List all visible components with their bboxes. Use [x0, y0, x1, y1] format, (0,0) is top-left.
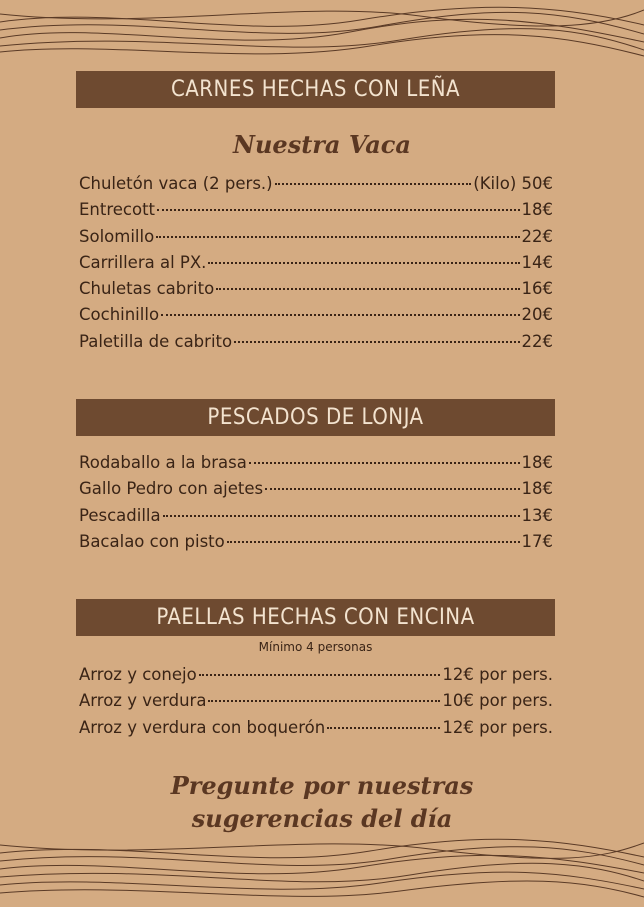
- section-note: Mínimo 4 personas: [258, 640, 373, 654]
- leader-dots: [161, 314, 519, 316]
- item-price: 18€: [521, 479, 553, 499]
- menu-item: [79, 279, 553, 305]
- decorative-waves-top: [0, 0, 644, 70]
- item-name: Arroz y verdura con boquerón: [79, 717, 326, 737]
- item-price: 18€: [521, 200, 553, 220]
- menu-item: [79, 691, 553, 717]
- menu-item: [79, 332, 553, 358]
- item-price: 12€ por pers.: [442, 665, 553, 684]
- section-title: PESCADOS DE LONJA: [207, 405, 424, 430]
- item-name: Entrecott: [79, 200, 156, 220]
- decorative-waves-bottom: [0, 837, 644, 907]
- section-subtitle-nuestra-vaca: Nuestra Vaca: [233, 130, 411, 159]
- item-price: 12€ por pers.: [442, 717, 553, 737]
- item-name: Paletilla de cabrito: [79, 331, 233, 351]
- menu-item: [79, 718, 553, 744]
- item-name: Gallo Pedro con ajetes: [79, 479, 264, 499]
- item-price: 14€: [521, 252, 553, 272]
- item-name: Cochinillo: [79, 305, 160, 325]
- section-header-carnes: [76, 71, 555, 108]
- item-name: Rodaballo a la brasa: [79, 453, 247, 472]
- leader-dots: [327, 727, 440, 729]
- leader-dots: [275, 183, 472, 185]
- section-header-paellas: [76, 599, 555, 636]
- item-name: Carrillera al PX.: [79, 252, 207, 272]
- leader-dots: [265, 488, 519, 490]
- leader-dots: [234, 341, 519, 343]
- item-price: 22€: [521, 331, 553, 351]
- item-name: Solomillo: [79, 226, 155, 246]
- leader-dots: [227, 541, 520, 543]
- item-name: Bacalao con pisto: [79, 531, 225, 551]
- menu-list-paellas: [79, 665, 553, 744]
- leader-dots: [163, 515, 520, 517]
- section-title: CARNES HECHAS CON LEÑA: [170, 77, 461, 102]
- item-price: 22€: [521, 226, 553, 246]
- item-name: Chuletón vaca (2 pers.): [79, 174, 273, 193]
- item-price: 18€: [521, 453, 553, 472]
- item-name: Pescadilla: [79, 505, 161, 525]
- leader-dots: [208, 700, 440, 702]
- leader-dots: [249, 462, 520, 464]
- item-name: Chuletas cabrito: [79, 279, 215, 299]
- item-price: 16€: [521, 279, 553, 299]
- item-price: (Kilo) 50€: [473, 174, 553, 193]
- leader-dots: [156, 236, 519, 238]
- menu-item: [79, 506, 553, 532]
- menu-item: [79, 479, 553, 505]
- section-header-pescados: [76, 399, 555, 436]
- leader-dots: [208, 262, 519, 264]
- item-price: 13€: [521, 505, 553, 525]
- menu-item: [79, 665, 553, 691]
- menu-list-pescados: [79, 453, 553, 558]
- menu-item: [79, 174, 553, 200]
- closing-line-2: sugerencias del día: [191, 804, 453, 833]
- menu-item: [79, 227, 553, 253]
- leader-dots: [157, 209, 519, 211]
- menu-item: [79, 305, 553, 331]
- item-price: 10€ por pers.: [442, 691, 553, 711]
- menu-item: [79, 453, 553, 479]
- item-name: Arroz y verdura: [79, 691, 207, 711]
- menu-item: [79, 200, 553, 226]
- item-name: Arroz y conejo: [79, 665, 197, 684]
- menu-list-carnes: [79, 174, 553, 358]
- leader-dots: [216, 288, 519, 290]
- menu-item: [79, 253, 553, 279]
- closing-line-1: Pregunte por nuestras: [170, 771, 474, 800]
- leader-dots: [199, 674, 441, 676]
- section-title: PAELLAS HECHAS CON ENCINA: [156, 605, 475, 630]
- item-price: 17€: [521, 531, 553, 551]
- item-price: 20€: [521, 305, 553, 325]
- menu-item: [79, 532, 553, 558]
- closing-message: [0, 769, 644, 835]
